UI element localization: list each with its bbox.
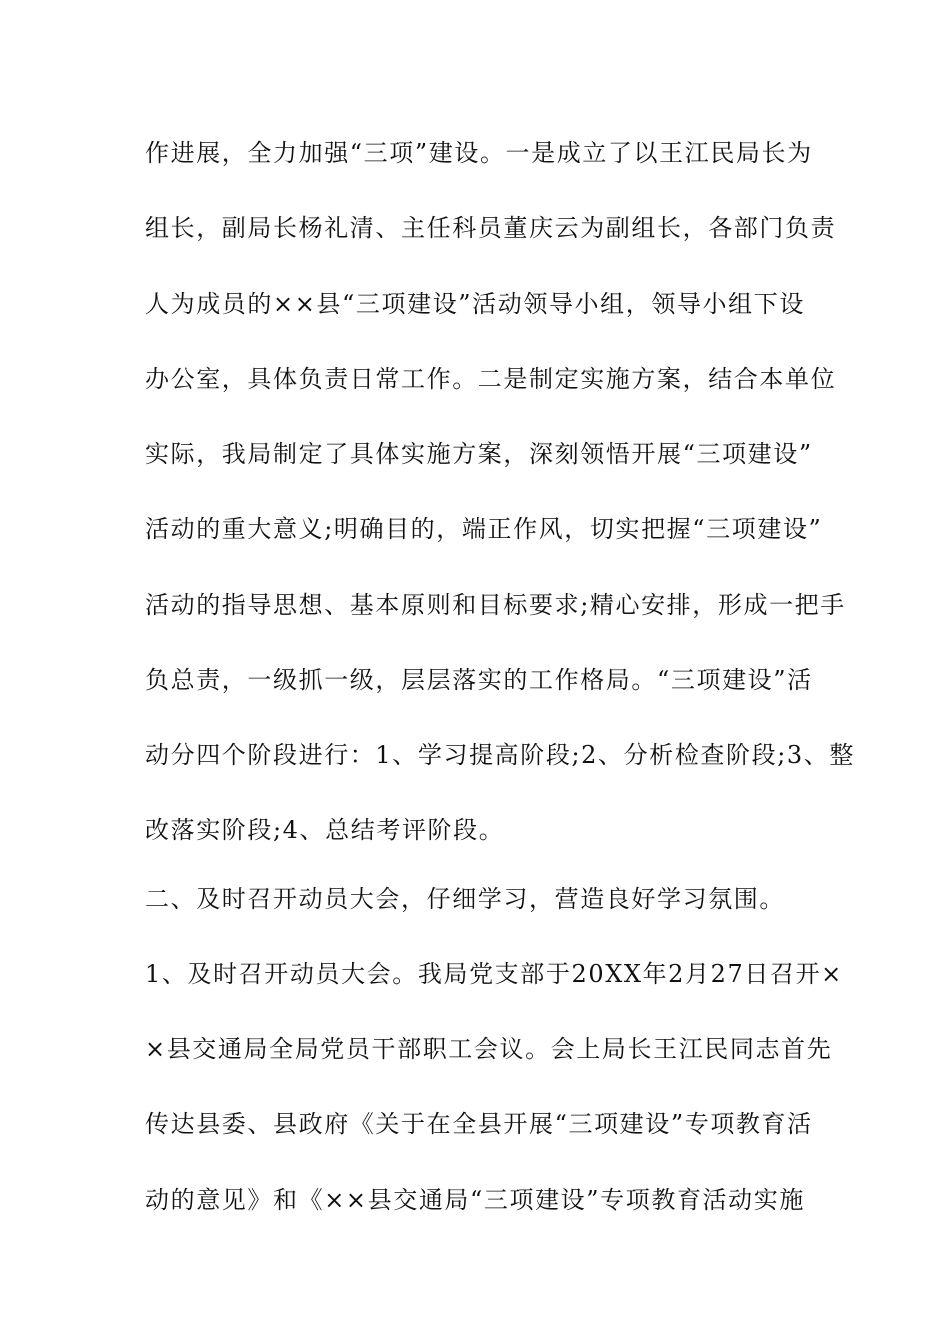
- text-line: 改落实阶段;4、总结考评阶段。: [145, 816, 505, 844]
- text-line: 动分四个阶段进行：1、学习提高阶段;2、分析检查阶段;3、整: [145, 741, 855, 769]
- text-line: 人为成员的××县“三项建设”活动领导小组，领导小组下设: [145, 290, 805, 318]
- text-line: 作进展，全力加强“三项”建设。一是成立了以王江民局长为: [145, 139, 813, 167]
- text-line: 负总责，一级抓一级，层层落实的工作格局。“三项建设”活: [145, 666, 813, 694]
- text-line: 动的意见》和《××县交通局“三项建设”专项教育活动实施: [145, 1186, 805, 1214]
- text-line: 活动的重大意义;明确目的，端正作风，切实把握“三项建设”: [145, 515, 823, 543]
- text-line: 实际，我局制定了具体实施方案，深刻领悟开展“三项建设”: [145, 440, 813, 468]
- text-line: 活动的指导思想、基本原则和目标要求;精心安排，形成一把手: [145, 591, 846, 619]
- text-line: 传达县委、县政府《关于在全县开展“三项建设”专项教育活: [145, 1110, 813, 1138]
- text-line: ×县交通局全局党员干部职工会议。会上局长王江民同志首先: [145, 1035, 833, 1063]
- section-heading: 二、及时召开动员大会，仔细学习，营造良好学习氛围。: [145, 885, 785, 913]
- text-line: 1、及时召开动员大会。我局党支部于20XX年2月27日召开×: [145, 960, 843, 988]
- text-line: 组长，副局长杨礼清、主任科员董庆云为副组长，各部门负责: [145, 214, 837, 242]
- text-line: 办公室，具体负责日常工作。二是制定实施方案，结合本单位: [145, 365, 837, 393]
